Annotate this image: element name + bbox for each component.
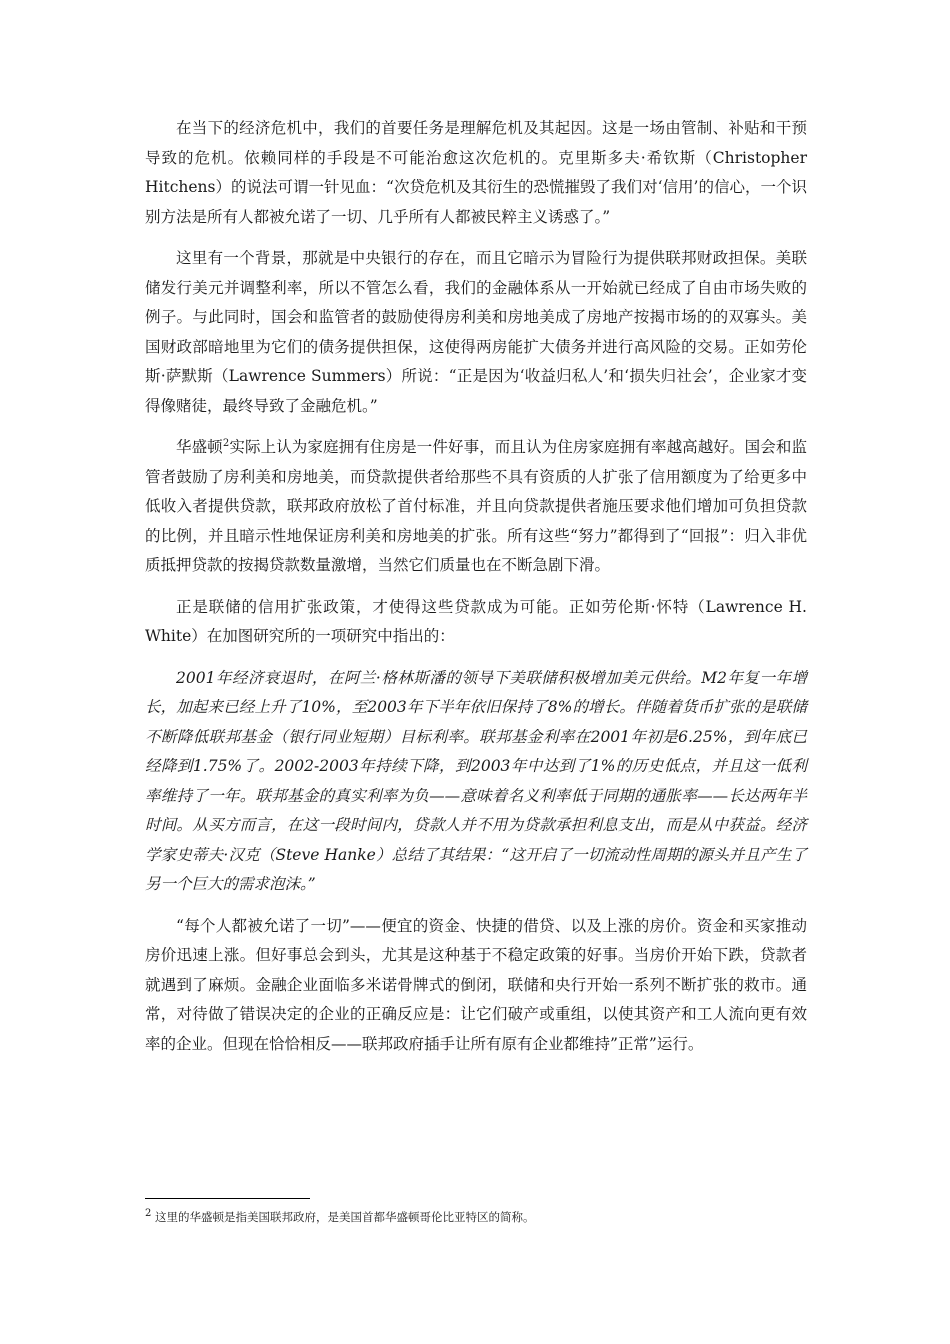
paragraph-everyone-promised: “每个人都被允诺了一切”——便宜的资金、快捷的借贷、以及上涨的房价。资金和买家推动房价迅速上涨。但好事总会到头，尤其是这种基于不稳定政策的好事。当房价开始下跌，贷款者就遇到了麻烦。金融企业面临多米诺骨牌式的倒闭，联储和央行开始一系列不断扩张的救市。通常，对待做了错误决定的企业的正确反应是：让它们破产或重组，以使其资产和工人流向更有效率的企业。但现在恰恰相反——联邦政府插手让所有原有企业都维持”正常”运行。 [145, 916, 807, 1053]
footnote [145, 1209, 807, 1225]
footnote-separator [145, 1198, 310, 1199]
footnote-reference[interactable]: 2 [222, 437, 230, 449]
paragraph-crisis-causes: 在当下的经济危机中，我们的首要任务是理解危机及其起因。这是一场由管制、补贴和干预导致的危机。依赖同样的手段是不可能治愈这次危机的。克里斯多夫·希钦斯（Christopher Hitchens）的说法可谓一针见血：“次贷危机及其衍生的恐慌摧毁了我们对‘信用’的信心，一个识别方法是所有人都被允诺了一切、几乎所有人都被民粹主义诱惑了。” [145, 119, 807, 226]
footnote-marker: 2 [145, 1208, 152, 1220]
block-quote-white: 2001年经济衰退时，在阿兰·格林斯潘的领导下美联储积极增加美元供给。M2年复一年增长，加起来已经上升了10%，至2003年下半年依旧保持了8%的增长。伴随着货币扩张的是联储不断降低联邦基金（银行同业短期）目标利率。联邦基金利率在2001年初是6.25%，到年底已经降到1.75%了。2002-2003年持续下降，到2003年中达到了1%的历史低点，并且这一低利率维持了一年。联邦基金的真实利率为负——意味着名义利率低于同期的通胀率——长达两年半时间。从买方而言，在这一段时间内，贷款人并不用为贷款承担利息支出，而是从中获益。经济学家史蒂夫·汉克（Steve Hanke）总结了其结果：“这开启了一切流动性周期的源头并且产生了另一个巨大的需求泡沫。” [145, 668, 807, 893]
body-text [145, 114, 807, 1071]
paragraph-credit-expansion: 正是联储的信用扩张政策，才使得这些贷款成为可能。正如劳伦斯·怀特（Lawrence H. White）在加图研究所的一项研究中指出的： [145, 597, 807, 645]
paragraph-washington-housing [145, 433, 807, 581]
footnote-text: 这里的华盛顿是指美国联邦政府，是美国首都华盛顿哥伦比亚特区的简称。 [155, 1210, 535, 1224]
paragraph-text-before-footnote: 华盛顿 [176, 438, 223, 456]
paragraph-text-after-footnote: 实际上认为家庭拥有住房是一件好事，而且认为住房家庭拥有率越高越好。国会和监管者鼓励了房利美和房地美，而贷款提供者给那些不具有资质的人扩张了信用额度为了给更多中低收入者提供贷款，联邦政府放松了首付标准，并且向贷款提供者施压要求他们增加可负担贷款的比例，并且暗示性地保证房利美和房地美的扩张。所有这些“努力”都得到了“回报”：归入非优质抵押贷款的按揭贷款数量激增，当然它们质量也在不断急剧下滑。 [145, 438, 807, 574]
paragraph-central-bank-background: 这里有一个背景，那就是中央银行的存在，而且它暗示为冒险行为提供联邦财政担保。美联储发行美元并调整利率，所以不管怎么看，我们的金融体系从一开始就已经成了自由市场失败的例子。与此同时，国会和监管者的鼓励使得房利美和房地美成了房地产按揭市场的的双寡头。美国财政部暗地里为它们的债务提供担保，这使得两房能扩大债务并进行高风险的交易。正如劳伦斯·萨默斯（Lawrence Summers）所说：“正是因为‘收益归私人’和‘损失归社会’，企业家才变得像赌徒，最终导致了金融危机。” [145, 249, 807, 415]
